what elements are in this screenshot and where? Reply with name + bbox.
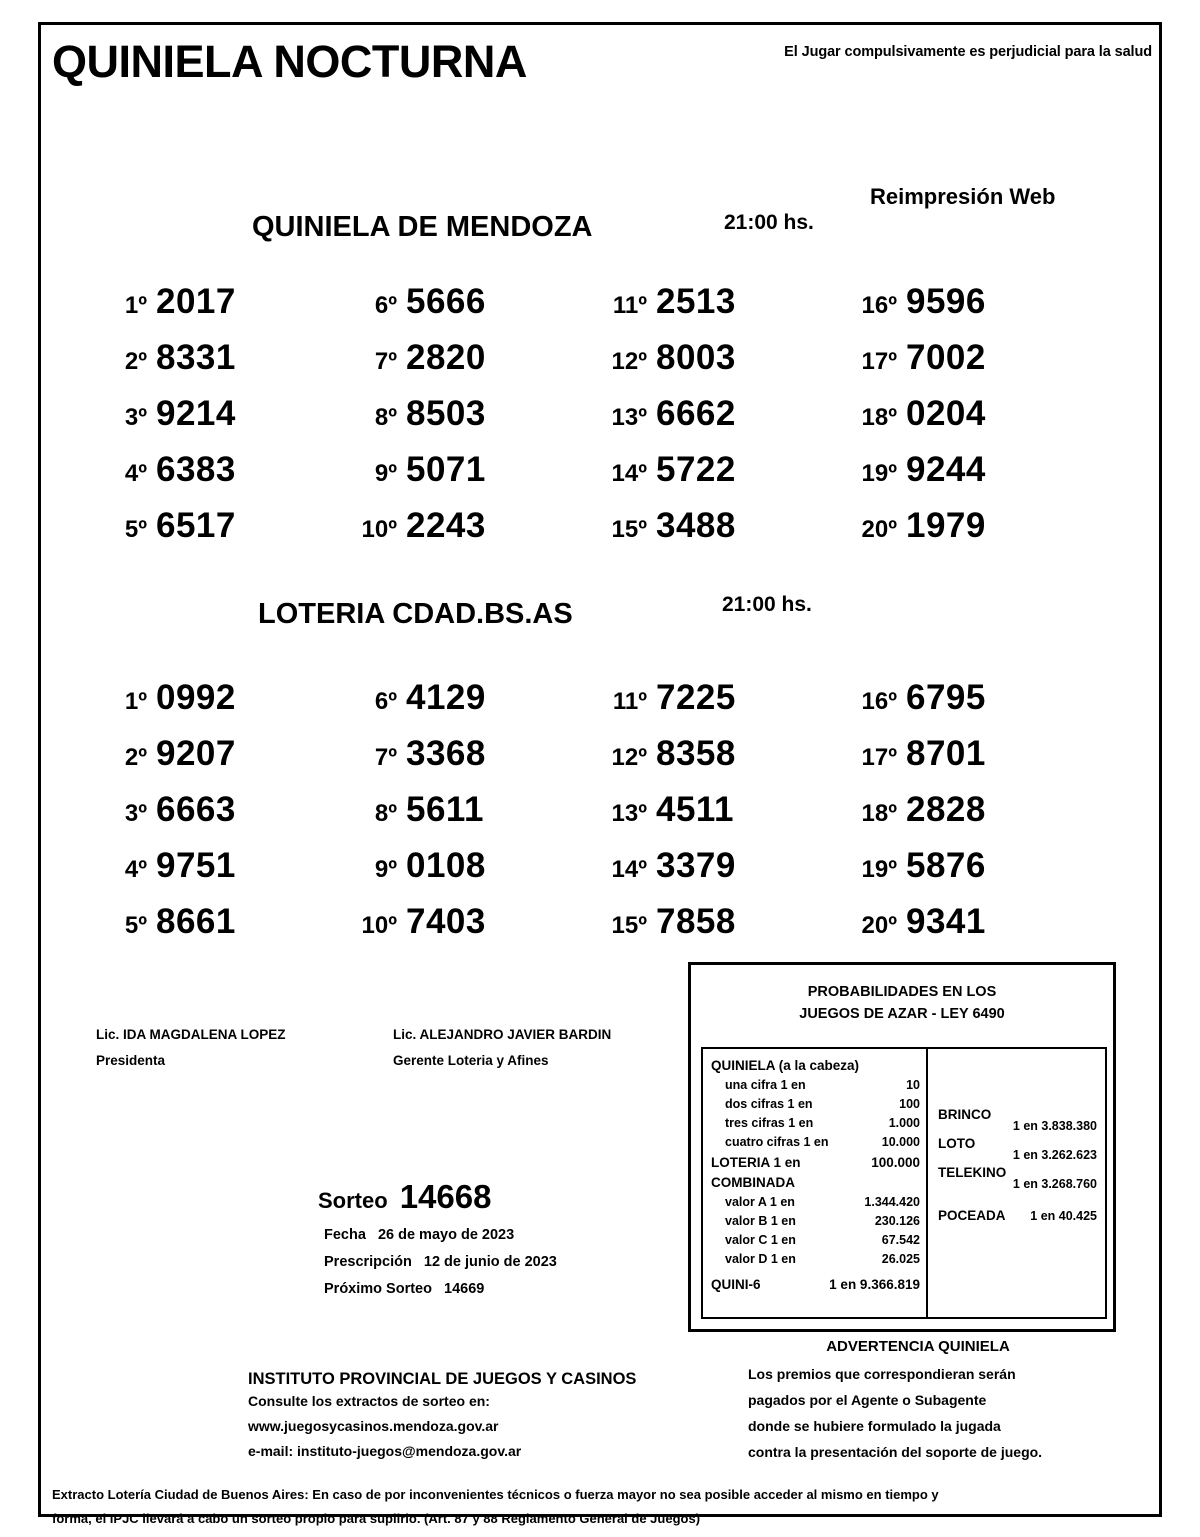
result-number: 6795 [906, 678, 986, 717]
result-number: 9207 [156, 734, 236, 773]
result-position: 7º [374, 348, 397, 375]
game-odds: 1 en 3.838.380 [1012, 1119, 1097, 1133]
signature-president-role: Presidenta [96, 1053, 166, 1068]
result-number: 9596 [906, 282, 986, 321]
next-draw-line [318, 1281, 557, 1297]
draw-number-value: 14668 [399, 1178, 492, 1215]
draw-title-mendoza: QUINIELA DE MENDOZA [252, 211, 593, 243]
result-position: 16º [861, 292, 897, 319]
page-title: QUINIELA NOCTURNA [52, 36, 527, 87]
draw-info-block [318, 1178, 557, 1297]
odds-value: 26.025 [881, 1252, 920, 1266]
draw-title-bsas: LOTERIA CDAD.BS.AS [258, 598, 573, 630]
institute-website[interactable]: www.juegosycasinos.mendoza.gov.ar [248, 1418, 499, 1434]
result-cell [850, 506, 1100, 562]
result-position: 12º [611, 348, 647, 375]
result-number: 8503 [406, 394, 486, 433]
result-position: 5º [124, 516, 147, 543]
result-cell [100, 450, 350, 506]
probabilities-title-line2: JUEGOS DE AZAR - LEY 6490 [799, 1006, 1005, 1022]
odds-row [711, 1212, 920, 1231]
result-cell [600, 338, 850, 394]
result-position: 11º [612, 688, 647, 715]
result-position: 18º [861, 800, 897, 827]
game-name: LOTO [938, 1136, 976, 1151]
result-number: 8358 [656, 734, 736, 773]
result-cell [100, 790, 350, 846]
quiniela-odds-rows [711, 1076, 920, 1152]
result-position: 13º [611, 404, 647, 431]
odds-label: valor B 1 en [725, 1214, 796, 1228]
result-cell [850, 734, 1100, 790]
result-number: 3379 [656, 846, 736, 885]
quini6-odds-label: QUINI-6 [711, 1277, 761, 1292]
signature-manager [393, 1022, 611, 1074]
signature-president-name: Lic. IDA MAGDALENA LOPEZ [96, 1027, 286, 1042]
result-position: 3º [124, 800, 147, 827]
result-number: 4511 [656, 790, 734, 829]
odds-label: tres cifras 1 en [725, 1116, 814, 1130]
result-number: 0992 [156, 678, 236, 717]
result-number: 5876 [906, 846, 986, 885]
result-number: 4129 [406, 678, 486, 717]
result-position: 6º [374, 688, 397, 715]
signature-manager-name: Lic. ALEJANDRO JAVIER BARDIN [393, 1027, 612, 1042]
result-number: 0204 [906, 394, 986, 433]
draw-number-label: Sorteo [318, 1188, 388, 1213]
advertencia-title: ADVERTENCIA QUINIELA [826, 1338, 1010, 1355]
result-cell [600, 734, 850, 790]
result-number: 9341 [906, 902, 986, 941]
result-number: 2017 [156, 282, 236, 321]
result-number: 8661 [156, 902, 236, 941]
result-number: 6517 [156, 506, 236, 545]
odds-value: 1.000 [888, 1116, 920, 1130]
result-position: 13º [611, 800, 647, 827]
result-position: 1º [124, 688, 147, 715]
result-number: 5071 [406, 450, 486, 489]
result-cell [350, 846, 600, 902]
game-odds: 1 en 3.268.760 [1012, 1177, 1097, 1191]
quiniela-section-head: QUINIELA (a la cabeza) [711, 1058, 860, 1073]
results-grid-bsas [100, 678, 1100, 958]
game-odds-block [938, 1107, 1097, 1133]
result-cell [100, 678, 350, 734]
result-number: 6662 [656, 394, 736, 433]
result-cell [600, 282, 850, 338]
result-number: 2828 [906, 790, 986, 829]
result-cell [850, 394, 1100, 450]
result-position: 2º [124, 348, 147, 375]
draw-number-line [318, 1178, 557, 1216]
result-number: 8701 [906, 734, 986, 773]
result-position: 9º [374, 460, 397, 487]
odds-row [711, 1114, 920, 1133]
odds-value: 10 [906, 1078, 920, 1092]
odds-label: valor A 1 en [725, 1195, 795, 1209]
odds-row [711, 1193, 920, 1212]
result-cell [100, 338, 350, 394]
game-name: TELEKINO [938, 1165, 1007, 1180]
draw-time-bsas: 21:00 hs. [722, 593, 812, 616]
result-cell [100, 846, 350, 902]
result-position: 3º [124, 404, 147, 431]
result-cell [100, 734, 350, 790]
result-position: 10º [361, 912, 397, 939]
result-cell [350, 338, 600, 394]
result-cell [850, 846, 1100, 902]
result-cell [850, 902, 1100, 958]
institute-email[interactable]: e-mail: instituto-juegos@mendoza.gov.ar [248, 1443, 522, 1459]
result-number: 6663 [156, 790, 236, 829]
odds-row [711, 1133, 920, 1152]
result-cell [600, 506, 850, 562]
loteria-odds-value: 100.000 [871, 1155, 920, 1170]
next-draw-value: 14669 [444, 1281, 485, 1297]
result-cell [350, 394, 600, 450]
probabilities-box [688, 962, 1116, 1332]
result-number: 5611 [406, 790, 484, 829]
result-number: 2820 [406, 338, 486, 377]
result-cell [600, 790, 850, 846]
signature-president [96, 1022, 286, 1074]
result-number: 2513 [656, 282, 736, 321]
results-grid-mendoza [100, 282, 1100, 562]
result-position: 11º [612, 292, 647, 319]
draw-time-mendoza: 21:00 hs. [724, 211, 814, 234]
result-cell [850, 282, 1100, 338]
odds-label: valor C 1 en [725, 1233, 796, 1247]
result-cell [600, 846, 850, 902]
draw-date-line [318, 1227, 557, 1243]
result-cell [600, 902, 850, 958]
result-cell [350, 450, 600, 506]
result-position: 20º [861, 912, 897, 939]
odds-value: 67.542 [881, 1233, 920, 1247]
result-position: 15º [611, 912, 647, 939]
result-number: 8003 [656, 338, 736, 377]
odds-value: 100 [899, 1097, 920, 1111]
probabilities-table [701, 1047, 1107, 1319]
probabilities-column-quiniela [703, 1049, 928, 1317]
result-position: 14º [611, 856, 647, 883]
result-cell [100, 506, 350, 562]
draw-date-label: Fecha [324, 1227, 366, 1243]
result-position: 8º [374, 404, 397, 431]
result-position: 6º [374, 292, 397, 319]
result-cell [350, 506, 600, 562]
probabilities-title-line1: PROBABILIDADES EN LOS [807, 984, 997, 1000]
odds-row [711, 1250, 920, 1269]
advertencia-line-1: Los premios que correspondieran serán [748, 1366, 1016, 1382]
result-position: 20º [861, 516, 897, 543]
reprint-label: Reimpresión Web [870, 184, 1056, 209]
draw-prescription-line [318, 1254, 557, 1270]
result-cell [850, 678, 1100, 734]
result-number: 9244 [906, 450, 986, 489]
result-number: 5666 [406, 282, 486, 321]
loteria-odds-row [711, 1152, 920, 1173]
odds-value: 1.344.420 [864, 1195, 920, 1209]
result-number: 8331 [156, 338, 236, 377]
probabilities-title [691, 965, 1113, 1025]
bottom-disclaimer-line-2: forma, el IPJC llevará a cabo un sorteo propio para suplirlo. (Art. 87 y 88 Reglamento General de Juegos) [52, 1511, 701, 1526]
game-odds-block [938, 1136, 1097, 1162]
draw-prescription-label: Prescripción [324, 1254, 412, 1270]
result-position: 8º [374, 800, 397, 827]
draw-prescription-value: 12 de junio de 2023 [423, 1254, 557, 1270]
institute-block [248, 1370, 636, 1464]
result-cell [350, 902, 600, 958]
game-odds-block [938, 1165, 1097, 1191]
result-number: 7225 [656, 678, 736, 717]
result-position: 2º [124, 744, 147, 771]
poceada-name: POCEADA [938, 1208, 1006, 1223]
odds-row [711, 1095, 920, 1114]
result-cell [350, 734, 600, 790]
quini6-odds-row [711, 1274, 920, 1295]
result-cell [600, 678, 850, 734]
result-position: 14º [611, 460, 647, 487]
result-number: 0108 [406, 846, 486, 885]
loteria-odds-label: LOTERIA 1 en [711, 1155, 801, 1170]
result-position: 7º [374, 744, 397, 771]
result-number: 7858 [656, 902, 736, 941]
result-cell [350, 282, 600, 338]
bottom-disclaimer [52, 1483, 1142, 1531]
result-number: 9214 [156, 394, 236, 433]
institute-title: INSTITUTO PROVINCIAL DE JUEGOS Y CASINOS [248, 1370, 637, 1388]
result-cell [100, 394, 350, 450]
result-position: 10º [361, 516, 397, 543]
odds-label: valor D 1 en [725, 1252, 796, 1266]
result-number: 3368 [406, 734, 486, 773]
game-name: BRINCO [938, 1107, 992, 1122]
result-number: 7403 [406, 902, 486, 941]
result-position: 4º [124, 856, 147, 883]
result-cell [850, 338, 1100, 394]
result-position: 12º [611, 744, 647, 771]
result-cell [350, 790, 600, 846]
odds-label: dos cifras 1 en [725, 1097, 813, 1111]
result-cell [600, 394, 850, 450]
odds-value: 10.000 [881, 1135, 920, 1149]
signature-manager-role: Gerente Loteria y Afines [393, 1053, 549, 1068]
result-number: 7002 [906, 338, 986, 377]
result-position: 17º [861, 348, 897, 375]
advertencia-block [748, 1338, 1088, 1465]
poceada-odds-row [938, 1208, 1097, 1223]
quini6-odds-value: 1 en 9.366.819 [829, 1277, 920, 1292]
result-position: 15º [611, 516, 647, 543]
combinada-odds-rows [711, 1193, 920, 1269]
game-odds: 1 en 3.262.623 [1012, 1148, 1097, 1162]
result-cell [600, 450, 850, 506]
gambling-warning-text: El Jugar compulsivamente es perjudicial para la salud [784, 44, 1152, 60]
result-position: 19º [861, 856, 897, 883]
game-odds-rows [938, 1107, 1097, 1191]
result-cell [350, 678, 600, 734]
result-position: 4º [124, 460, 147, 487]
result-position: 9º [374, 856, 397, 883]
result-number: 6383 [156, 450, 236, 489]
draw-date-value: 26 de mayo de 2023 [377, 1227, 515, 1243]
advertencia-line-3: donde se hubiere formulado la jugada [748, 1418, 1001, 1434]
bottom-disclaimer-line-1: Extracto Lotería Ciudad de Buenos Aires: En caso de por inconvenientes técnicos o fuerza mayor no sea posible acceder al mismo en tiempo y [52, 1487, 939, 1502]
institute-consult-line: Consulte los extractos de sorteo en: [248, 1393, 490, 1409]
odds-label: cuatro cifras 1 en [725, 1135, 829, 1149]
advertencia-line-2: pagados por el Agente o Subagente [748, 1392, 987, 1408]
probabilities-column-games [928, 1049, 1105, 1317]
combinada-section-head: COMBINADA [711, 1175, 795, 1190]
odds-row [711, 1231, 920, 1250]
odds-value: 230.126 [874, 1214, 920, 1228]
result-number: 9751 [156, 846, 236, 885]
result-number: 2243 [406, 506, 486, 545]
result-position: 18º [861, 404, 897, 431]
result-cell [850, 450, 1100, 506]
result-number: 5722 [656, 450, 736, 489]
result-position: 5º [124, 912, 147, 939]
result-cell [850, 790, 1100, 846]
next-draw-label: Próximo Sorteo [324, 1281, 432, 1297]
result-position: 1º [124, 292, 147, 319]
result-position: 16º [861, 688, 897, 715]
result-number: 1979 [906, 506, 986, 545]
poceada-odds: 1 en 40.425 [1030, 1209, 1097, 1223]
result-cell [100, 902, 350, 958]
result-cell [100, 282, 350, 338]
odds-row [711, 1076, 920, 1095]
advertencia-line-4: contra la presentación del soporte de juego. [748, 1444, 1043, 1460]
odds-label: una cifra 1 en [725, 1078, 806, 1092]
result-position: 17º [861, 744, 897, 771]
result-number: 3488 [656, 506, 736, 545]
result-position: 19º [861, 460, 897, 487]
